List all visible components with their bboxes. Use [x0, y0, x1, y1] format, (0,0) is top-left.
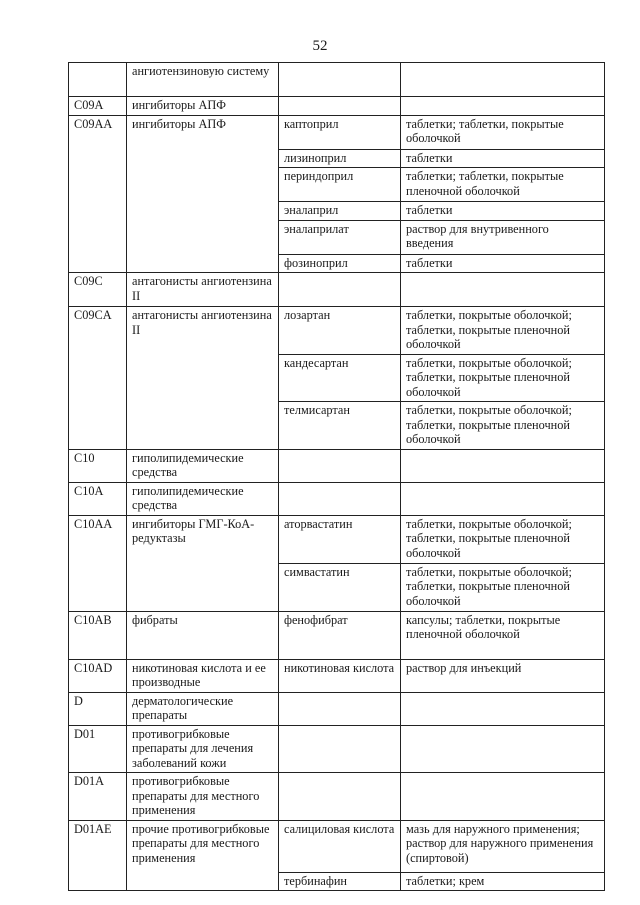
drug-name-cell — [279, 97, 401, 116]
atc-code-cell: C09A — [69, 97, 127, 116]
anatomical-group-cell: противогрибковые препараты для местного применения — [127, 773, 279, 821]
atc-code-cell — [69, 63, 127, 97]
table-row — [69, 307, 605, 355]
dosage-form-cell — [401, 692, 605, 725]
dosage-form-cell: таблетки; таблетки, покрытые пленочной оболочкой — [401, 168, 605, 202]
page-number: 52 — [312, 38, 328, 54]
drug-name-cell — [279, 692, 401, 725]
atc-code-cell: C10AB — [69, 611, 127, 659]
dosage-form-cell — [401, 97, 605, 116]
anatomical-group-cell: антагонисты ангиотензина II — [127, 273, 279, 307]
dosage-form-cell: таблетки — [401, 202, 605, 221]
drug-name-cell — [279, 482, 401, 515]
anatomical-group-cell: гиполипидемические средства — [127, 482, 279, 515]
drug-name-cell: эналаприлат — [279, 220, 401, 254]
anatomical-group-cell: ингибиторы АПФ — [127, 97, 279, 116]
table-row — [69, 659, 605, 692]
anatomical-group-cell: прочие противогрибковые препараты для местного применения — [127, 820, 279, 891]
table-row — [69, 449, 605, 482]
atc-code-cell: D01 — [69, 725, 127, 773]
dosage-form-cell: таблетки, покрытые оболочкой; таблетки, покрытые пленочной оболочкой — [401, 307, 605, 355]
anatomical-group-cell: ингибиторы АПФ — [127, 115, 279, 273]
anatomical-group-cell: противогрибковые препараты для лечения заболеваний кожи — [127, 725, 279, 773]
atc-code-cell: C10A — [69, 482, 127, 515]
table-row — [69, 97, 605, 116]
drug-name-cell — [279, 449, 401, 482]
drug-name-cell: никотиновая кислота — [279, 659, 401, 692]
atc-code-cell: C10AA — [69, 515, 127, 611]
dosage-form-cell — [401, 63, 605, 97]
drug-name-cell: каптоприл — [279, 115, 401, 149]
atc-code-cell: D01AE — [69, 820, 127, 891]
table-row — [69, 611, 605, 659]
atc-code-cell: D01A — [69, 773, 127, 821]
atc-code-cell: D — [69, 692, 127, 725]
drug-name-cell: лозартан — [279, 307, 401, 355]
drug-name-cell: аторвастатин — [279, 515, 401, 563]
table-row — [69, 273, 605, 307]
anatomical-group-cell: гиполипидемические средства — [127, 449, 279, 482]
drug-name-cell: симвастатин — [279, 563, 401, 611]
drug-name-cell: салициловая кислота — [279, 820, 401, 872]
anatomical-group-cell: антагонисты ангиотензина II — [127, 307, 279, 450]
dosage-form-cell: таблетки, покрытые оболочкой; таблетки, покрытые пленочной оболочкой — [401, 563, 605, 611]
drug-name-cell: фенофибрат — [279, 611, 401, 659]
table-row — [69, 692, 605, 725]
dosage-form-cell — [401, 273, 605, 307]
dosage-form-cell — [401, 725, 605, 773]
dosage-form-cell — [401, 773, 605, 821]
dosage-form-cell: раствор для инъекций — [401, 659, 605, 692]
atc-code-cell: C10 — [69, 449, 127, 482]
dosage-form-cell: капсулы; таблетки, покрытые пленочной оболочкой — [401, 611, 605, 659]
drug-name-cell: телмисартан — [279, 402, 401, 450]
table-row — [69, 725, 605, 773]
table-row — [69, 515, 605, 563]
dosage-form-cell: таблетки, покрытые оболочкой; таблетки, покрытые пленочной оболочкой — [401, 515, 605, 563]
drug-name-cell — [279, 273, 401, 307]
dosage-form-cell: таблетки, покрытые оболочкой; таблетки, покрытые пленочной оболочкой — [401, 402, 605, 450]
drug-name-cell: эналаприл — [279, 202, 401, 221]
anatomical-group-cell: дерматологические препараты — [127, 692, 279, 725]
drug-name-cell — [279, 63, 401, 97]
table-row — [69, 773, 605, 821]
drug-name-cell: лизиноприл — [279, 149, 401, 168]
table-row — [69, 115, 605, 149]
drug-table — [68, 62, 605, 891]
atc-code-cell: C10AD — [69, 659, 127, 692]
drug-name-cell: периндоприл — [279, 168, 401, 202]
drug-name-cell: кандесартан — [279, 354, 401, 402]
dosage-form-cell: раствор для внутривенного введения — [401, 220, 605, 254]
drug-name-cell — [279, 773, 401, 821]
drug-name-cell — [279, 725, 401, 773]
drug-name-cell: тербинафин — [279, 872, 401, 891]
dosage-form-cell: таблетки; таблетки, покрытые оболочкой — [401, 115, 605, 149]
dosage-form-cell: мазь для наружного применения; раствор для наружного применения (спиртовой) — [401, 820, 605, 872]
dosage-form-cell — [401, 449, 605, 482]
atc-code-cell: C09C — [69, 273, 127, 307]
atc-code-cell: C09AA — [69, 115, 127, 273]
anatomical-group-cell: ангиотензиновую систему — [127, 63, 279, 97]
table-row — [69, 482, 605, 515]
table-row — [69, 63, 605, 97]
atc-code-cell: C09CA — [69, 307, 127, 450]
anatomical-group-cell: фибраты — [127, 611, 279, 659]
anatomical-group-cell: никотиновая кислота и ее производные — [127, 659, 279, 692]
dosage-form-cell: таблетки, покрытые оболочкой; таблетки, покрытые пленочной оболочкой — [401, 354, 605, 402]
anatomical-group-cell: ингибиторы ГМГ-КоА-редуктазы — [127, 515, 279, 611]
table-row — [69, 820, 605, 872]
dosage-form-cell — [401, 482, 605, 515]
drug-name-cell: фозиноприл — [279, 254, 401, 273]
dosage-form-cell: таблетки — [401, 254, 605, 273]
dosage-form-cell: таблетки; крем — [401, 872, 605, 891]
dosage-form-cell: таблетки — [401, 149, 605, 168]
